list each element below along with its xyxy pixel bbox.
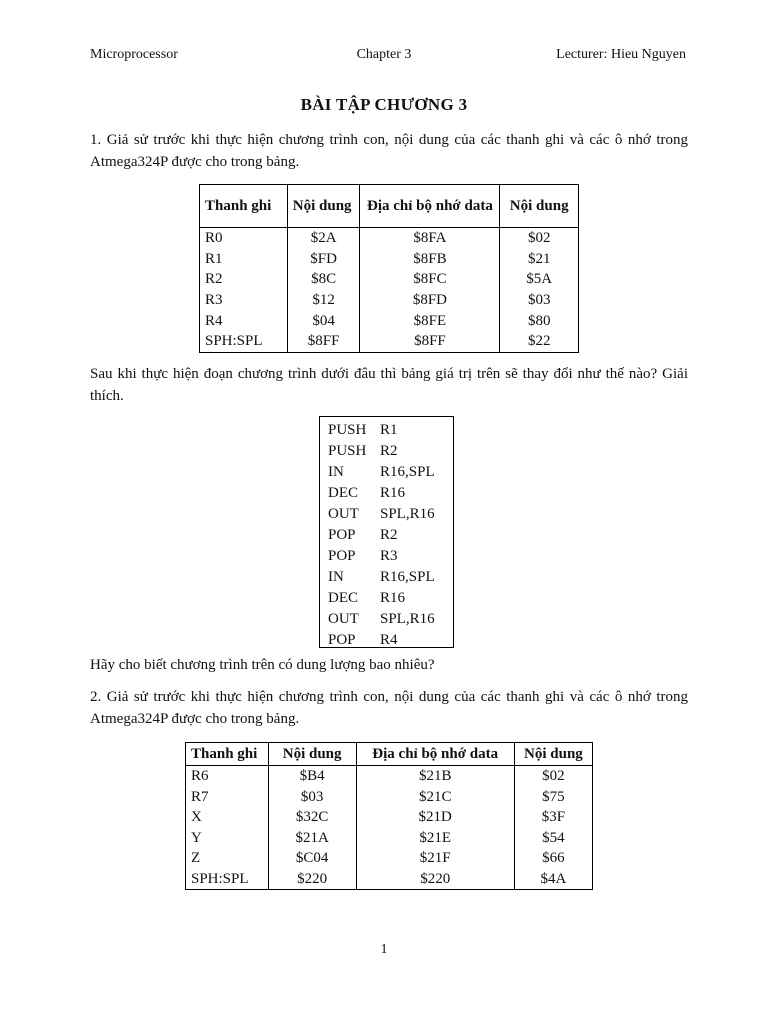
table-row <box>200 228 579 249</box>
table-cell: $220 <box>268 869 356 890</box>
table-cell: R2 <box>200 269 288 290</box>
table-body <box>186 766 593 890</box>
table-cell: $8FB <box>360 249 500 270</box>
table-cell: $3F <box>514 807 592 828</box>
table-cell: $03 <box>268 787 356 808</box>
table-cell: $8FA <box>360 228 500 249</box>
table-row <box>186 787 593 808</box>
table-row <box>186 869 593 890</box>
code-opcode: OUT <box>328 611 359 627</box>
table-cell: $B4 <box>268 766 356 787</box>
page-number: 1 <box>380 942 388 957</box>
code-operand: R1 <box>380 422 398 438</box>
code-operand: R16 <box>380 590 406 606</box>
column-header: Nội dung <box>287 185 360 228</box>
q1-register-table <box>199 184 579 353</box>
code-line <box>328 588 453 609</box>
column-header: Nội dung <box>514 743 592 766</box>
table-header-row <box>186 743 593 766</box>
code-line <box>328 630 453 651</box>
table-cell: $220 <box>356 869 514 890</box>
code-opcode: PUSH <box>328 443 367 459</box>
code-opcode: DEC <box>328 590 358 606</box>
table-row <box>186 848 593 869</box>
code-opcode: POP <box>328 548 356 564</box>
table-cell: Y <box>186 828 269 849</box>
table-cell: $FD <box>287 249 360 270</box>
code-operand: R4 <box>380 632 398 648</box>
table-cell: $5A <box>500 269 579 290</box>
code-operand: SPL,R16 <box>380 506 435 522</box>
code-line <box>328 483 453 504</box>
table-row <box>186 766 593 787</box>
table-cell: $02 <box>514 766 592 787</box>
code-operand: R2 <box>380 527 398 543</box>
table-cell: $03 <box>500 290 579 311</box>
q2-register-table <box>185 742 593 890</box>
table-cell: $4A <box>514 869 592 890</box>
column-header: Nội dung <box>500 185 579 228</box>
assembly-code-listing <box>319 416 454 648</box>
table-cell: $12 <box>287 290 360 311</box>
code-operand: SPL,R16 <box>380 611 435 627</box>
code-operand: R16,SPL <box>380 569 435 585</box>
code-line <box>328 546 453 567</box>
column-header: Địa chỉ bộ nhớ data <box>356 743 514 766</box>
code-opcode: IN <box>328 569 344 585</box>
table-cell: $80 <box>500 310 579 331</box>
table-row <box>200 331 579 352</box>
table-row <box>200 310 579 331</box>
table-cell: $2A <box>287 228 360 249</box>
code-line <box>328 525 453 546</box>
q1-intro: 1. Giả sử trước khi thực hiện chương trình con, nội dung của các thanh ghi và các ô nhớ trong Atmega324P được cho trong bảng. <box>90 132 688 170</box>
code-line <box>328 420 453 441</box>
code-opcode: POP <box>328 632 356 648</box>
table-cell: $8C <box>287 269 360 290</box>
table-cell: $8FE <box>360 310 500 331</box>
table-cell: $54 <box>514 828 592 849</box>
code-operand: R3 <box>380 548 398 564</box>
table-cell: $66 <box>514 848 592 869</box>
code-opcode: IN <box>328 464 344 480</box>
table-cell: $21C <box>356 787 514 808</box>
table-cell: $8FF <box>287 331 360 352</box>
code-line <box>328 504 453 525</box>
code-line <box>328 462 453 483</box>
table-cell: X <box>186 807 269 828</box>
table-cell: $21A <box>268 828 356 849</box>
table-cell: $04 <box>287 310 360 331</box>
code-opcode: OUT <box>328 506 359 522</box>
table-row <box>186 807 593 828</box>
table-row <box>200 269 579 290</box>
table-cell: $02 <box>500 228 579 249</box>
table-cell: $21D <box>356 807 514 828</box>
table-cell: SPH:SPL <box>186 869 269 890</box>
table-cell: $8FD <box>360 290 500 311</box>
table-cell: $21E <box>356 828 514 849</box>
code-operand: R16,SPL <box>380 464 435 480</box>
header-course: Microprocessor <box>90 47 178 62</box>
code-line <box>328 609 453 630</box>
table-cell: R1 <box>200 249 288 270</box>
table-body <box>200 228 579 353</box>
q2-intro: 2. Giả sử trước khi thực hiện chương trình con, nội dung của các thanh ghi và các ô nhớ trong Atmega324P được cho trong bảng. <box>90 689 688 727</box>
header-lecturer: Lecturer: Hieu Nguyen <box>556 47 686 62</box>
code-opcode: PUSH <box>328 422 367 438</box>
table-cell: SPH:SPL <box>200 331 288 352</box>
table-cell: $75 <box>514 787 592 808</box>
table-cell: R4 <box>200 310 288 331</box>
page-title: BÀI TẬP CHƯƠNG 3 <box>300 95 468 114</box>
column-header: Thanh ghi <box>186 743 269 766</box>
table-row <box>200 290 579 311</box>
table-cell: $C04 <box>268 848 356 869</box>
code-opcode: POP <box>328 527 356 543</box>
table-cell: R6 <box>186 766 269 787</box>
table-cell: R0 <box>200 228 288 249</box>
header-chapter: Chapter 3 <box>356 47 412 62</box>
q1-question: Hãy cho biết chương trình trên có dung lượng bao nhiêu? <box>90 657 435 673</box>
table-header-row <box>200 185 579 228</box>
table-row <box>186 828 593 849</box>
table-cell: $22 <box>500 331 579 352</box>
table-cell: Z <box>186 848 269 869</box>
code-line <box>328 441 453 462</box>
table-cell: $21B <box>356 766 514 787</box>
column-header: Thanh ghi <box>200 185 288 228</box>
table-cell: $8FF <box>360 331 500 352</box>
table-cell: R7 <box>186 787 269 808</box>
table-cell: $32C <box>268 807 356 828</box>
column-header: Địa chỉ bộ nhớ data <box>360 185 500 228</box>
table-cell: $8FC <box>360 269 500 290</box>
column-header: Nội dung <box>268 743 356 766</box>
code-operand: R16 <box>380 485 406 501</box>
code-opcode: DEC <box>328 485 358 501</box>
q1-after-text: Sau khi thực hiện đoạn chương trình dưới đâu thì bảng giá trị trên sẽ thay đổi như thế nào? Giải thích. <box>90 366 688 404</box>
table-cell: R3 <box>200 290 288 311</box>
table-row <box>200 249 579 270</box>
code-line <box>328 567 453 588</box>
table-cell: $21 <box>500 249 579 270</box>
table-cell: $21F <box>356 848 514 869</box>
code-operand: R2 <box>380 443 398 459</box>
